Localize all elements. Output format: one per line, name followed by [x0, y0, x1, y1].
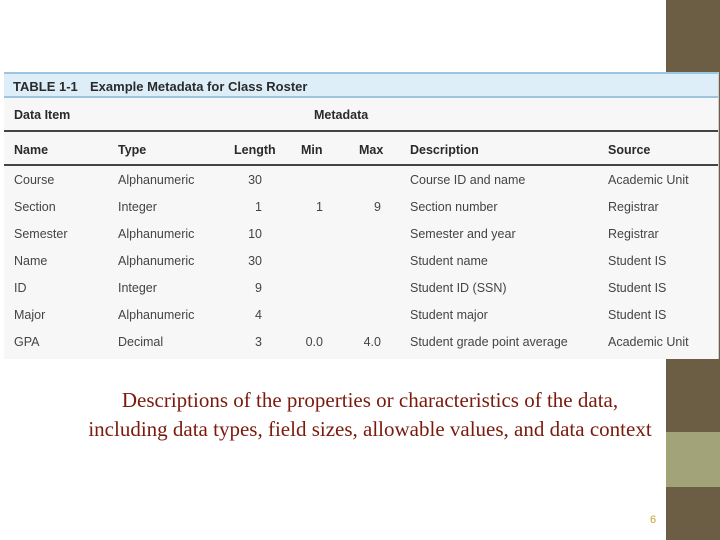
cell-length: 4	[255, 308, 262, 322]
cell-max: 4.0	[363, 335, 381, 349]
cell-type: Alphanumeric	[118, 173, 195, 187]
cell-description: Student ID (SSN)	[410, 281, 507, 295]
table-row	[4, 193, 718, 220]
cell-name: Section	[14, 200, 56, 214]
table-body	[4, 166, 718, 355]
cell-min: 1	[316, 200, 323, 214]
table-row	[4, 220, 718, 247]
cell-length: 3	[255, 335, 262, 349]
cell-source: Student IS	[608, 254, 667, 268]
column-header-length: Length	[234, 143, 276, 157]
cell-source: Academic Unit	[608, 173, 689, 187]
cell-name: Name	[14, 254, 48, 268]
table-caption	[4, 72, 718, 98]
metadata-table	[4, 72, 719, 359]
column-header-source: Source	[608, 143, 651, 157]
cell-description: Student grade point average	[410, 335, 568, 349]
table-row	[4, 301, 718, 328]
cell-type: Decimal	[118, 335, 164, 349]
column-header-max: Max	[359, 143, 384, 157]
cell-source: Registrar	[608, 227, 659, 241]
cell-length: 9	[255, 281, 262, 295]
cell-description: Student name	[410, 254, 488, 268]
cell-length: 1	[255, 200, 262, 214]
sidebar-strip-middle	[666, 432, 720, 487]
cell-description: Semester and year	[410, 227, 516, 241]
cell-length: 30	[248, 254, 262, 268]
cell-source: Student IS	[608, 308, 667, 322]
cell-source: Student IS	[608, 281, 667, 295]
cell-name: Semester	[14, 227, 68, 241]
table-row	[4, 328, 718, 355]
cell-min: 0.0	[305, 335, 323, 349]
column-header-name: Name	[14, 143, 49, 157]
cell-name: GPA	[14, 335, 40, 349]
cell-type: Alphanumeric	[118, 254, 195, 268]
table-group-header-row	[4, 98, 718, 132]
cell-type: Alphanumeric	[118, 227, 195, 241]
table-caption-number: TABLE 1-1	[13, 79, 78, 94]
cell-length: 10	[248, 227, 262, 241]
cell-source: Registrar	[608, 200, 659, 214]
cell-name: Course	[14, 173, 55, 187]
cell-description: Section number	[410, 200, 498, 214]
cell-name: Major	[14, 308, 46, 322]
cell-description: Course ID and name	[410, 173, 526, 187]
table-caption-title: Example Metadata for Class Roster	[90, 79, 308, 94]
column-header-description: Description	[410, 143, 479, 157]
cell-max: 9	[374, 200, 381, 214]
page-number: 6	[650, 514, 657, 526]
cell-source: Academic Unit	[608, 335, 689, 349]
cell-type: Integer	[118, 200, 157, 214]
cell-description: Student major	[410, 308, 488, 322]
table-column-header-row	[4, 132, 718, 166]
table-row	[4, 247, 718, 274]
table-row	[4, 274, 718, 301]
cell-type: Integer	[118, 281, 157, 295]
sidebar-strip-bottom	[666, 487, 720, 540]
column-header-min: Min	[301, 143, 323, 157]
column-header-type: Type	[118, 143, 147, 157]
slide-description-text: Descriptions of the properties or characteristics of the data, including data types, field sizes, allowable values, and data context	[88, 388, 652, 441]
cell-type: Alphanumeric	[118, 308, 195, 322]
cell-name: ID	[14, 281, 27, 295]
group-header-metadata: Metadata	[314, 108, 369, 122]
group-header-data-item: Data Item	[14, 108, 71, 122]
cell-length: 30	[248, 173, 262, 187]
table-row	[4, 166, 718, 193]
